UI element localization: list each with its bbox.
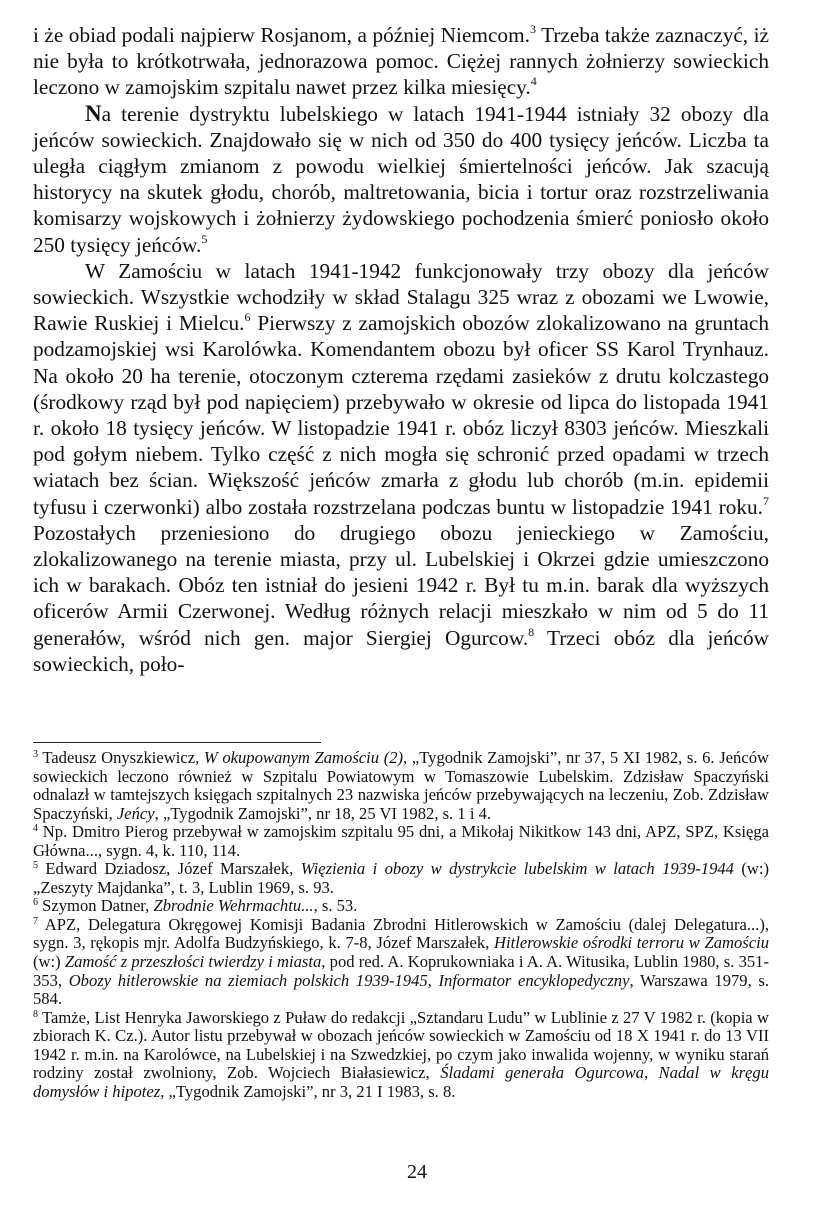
footnote	[33, 1009, 769, 1102]
text-run: Trzeba także zaznaczyć, iż nie była to krótkotrwała, jednorazowa pomoc. Ciężej rannych żołnierzy sowieckich leczono w zamojskim szpitalu nawet przez kilka miesięcy.	[33, 23, 769, 100]
text-run: , „Tygodnik Zamojski”, nr 18, 25 VI 1982, s. 1 i 4.	[154, 803, 492, 823]
body-paragraph	[33, 22, 769, 101]
footnote-number: 6	[33, 897, 38, 909]
body-paragraph	[33, 258, 769, 677]
italic-title: Jeńcy	[116, 803, 155, 823]
text-run: a terenie dystryktu lubelskiego w latach 1941-1944 istniały 32 obozy dla jeńców sowieckich. Znajdowało się w nich od 350 do 400 tysięcy jeńców. Liczba ta uległa ciągłym zmianom z powodu wielkiej śmiertelności jeńców. Jak szacują historycy na skutek głodu, chorób, maltretowania, bicia i tortur oraz rozstrzeliwania komisarzy wojskowych i żołnierzy żydowskiego pochodzenia śmierć poniosło około 250 tysięcy jeńców.	[33, 101, 769, 257]
text-run: Edward Dziadosz, Józef Marszałek,	[38, 859, 301, 879]
text-run: Np. Dmitro Pierog przebywał w zamojskim szpitalu 95 dni, a Mikołaj Nikitkow 143 dni, APZ, SPZ, Księga Główna..., sygn. 4, k. 110, 114.	[33, 822, 769, 860]
text-run: Szymon Datner,	[38, 896, 154, 916]
footnote-number: 5	[33, 860, 38, 872]
footnotes	[33, 749, 769, 1101]
footnote	[33, 897, 769, 916]
body-paragraph	[33, 101, 769, 258]
text-run: Trzeci obóz dla jeńców sowieckich, poło-	[33, 625, 769, 676]
italic-title: Zbrodnie Wehrmachtu...	[153, 896, 314, 916]
footnote-number: 3	[33, 749, 38, 760]
text-run: , Warszawa 1979, s. 584.	[33, 970, 770, 1009]
footnote-ref: 6	[244, 310, 251, 325]
footnote	[33, 860, 769, 897]
footnote	[33, 823, 769, 860]
footnote	[33, 749, 769, 823]
initial-letter: N	[85, 100, 102, 126]
text-run: , „Tygodnik Zamojski”, nr 3, 21 I 1983, s. 8.	[160, 1081, 456, 1101]
text-run: i że obiad podali najpierw Rosjanom, a później Niemcom.	[33, 23, 530, 47]
italic-title: Więzienia i obozy w dystrykcie lubelskim w latach 1939-1944	[300, 859, 734, 879]
text-run: , s. 53.	[313, 896, 358, 916]
text-run: (w:)	[33, 952, 65, 972]
footnote-separator	[33, 742, 321, 743]
footnote	[33, 916, 769, 1009]
text-run: , „Tygodnik Zamojski”, nr 37, 5 XI 1982, s. 6. Jeńców sowieckich leczono również w Szpitalu Powiatowym w Tomaszowie Lubelskim. Zdzisław Spaczyński odnalazł w tamtejszych księgach szpitalnych 23 nazwiska jeńców przebywających na leczeniu, Zob. Zdzisław Spaczyński,	[33, 748, 769, 823]
footnote-number: 4	[33, 823, 38, 835]
footnote-ref: 4	[530, 74, 537, 89]
italic-title: Zamość z przeszłości twierdzy i miasta	[64, 952, 322, 972]
italic-title: W okupowanym Zamościu (2)	[203, 748, 404, 767]
italic-title: Śladami generała Ogurcowa, Nadal w kręgu domysłów i hipotez	[33, 1063, 770, 1101]
text-run: APZ, Delegatura Okręgowej Komisji Badania Zbrodni Hitlerowskich w Zamościu (dalej Delegatura...), sygn. 3, rękopis mjr. Adolfa Budzyńskiego, k. 7-8, Józef Marszałek,	[33, 914, 769, 953]
text-run: Pierwszy z zamojskich obozów zlokalizowano na gruntach podzamojskiej wsi Karolówka. Komendantem obozu był oficer SS Karol Trynhauz. Na około 20 ha terenie, otoczonym czterema rzędami zasieków z drutu kolczastego (środkowy rząd był pod napięciem) przebywało w okresie od lipca do listopada 1941 r. około 18 tysięcy jeńców. W listopadzie 1941 r. obóz liczył 8303 jeńców. Mieszkali pod gołym niebem. Tylko część z nich mogła się schronić przed opadami w trzech wiatach bez ścian. Większość jeńców zmarła z głodu lub chorób (m.in. epidemii tyfusu i czerwonki) albo została rozstrzelana podczas buntu w listopadzie 1941 roku.	[33, 311, 769, 519]
italic-title: Obozy hitlerowskie na ziemiach polskich 1939-1945, Informator encyklopedyczny	[68, 970, 630, 990]
footnote-number: 7	[33, 915, 38, 927]
page-number: 24	[407, 1161, 427, 1183]
main-text	[33, 22, 769, 677]
footnote-number: 8	[33, 1008, 38, 1020]
text-run: Tadeusz Onyszkiewicz,	[38, 748, 204, 767]
text-run: Pozostałych przeniesiono do drugiego obozu jenieckiego w Zamościu, zlokalizowanego na terenie miasta, przy ul. Lubelskiej i Okrzei gdzie umieszczono ich w barakach. Obóz ten istniał do jesieni 1942 r. Był tu m.in. barak dla wyższych oficerów Armii Czerwonej. Według różnych relacji mieszkało w nim od 5 do 11 generałów, wśród nich gen. major Siergiej Ogurcow.	[33, 520, 769, 650]
italic-title: Hitlerowskie ośrodki terroru w Zamościu	[494, 933, 769, 953]
text-run: (w:) „Zeszyty Majdanka”, t. 3, Lublin 1969, s. 93.	[33, 859, 769, 897]
footnote-ref: 8	[528, 624, 535, 639]
footnote-ref: 5	[201, 231, 208, 246]
footnote-ref: 3	[529, 22, 536, 36]
footnote-ref: 7	[763, 493, 769, 508]
text-run: , pod red. A. Koprukowniaka i A. A. Witusika, Lublin 1980, s. 351-353,	[33, 952, 769, 990]
text-run: W Zamościu w latach 1941-1942 funkcjonowały trzy obozy dla jeńców sowieckich. Wszystkie wchodziły w skład Stalagu 325 wraz z obozami we Lwowie, Rawie Ruskiej i Mielcu.	[33, 258, 769, 336]
text-run: Tamże, List Henryka Jaworskiego z Puław do redakcji „Sztandaru Ludu” w Lublinie z 27 V 1982 r. (kopia w zbiorach K. Cz.). Autor listu przebywał w obozach jeńców sowieckich w Zamościu od 18 X 1941 r. do 13 VII 1942 r. m.in. na Karolówce, na Lubelskiej i na Szwedzkiej, po czym jako inwalida wojenny, w wyniku starań rodziny został zwolniony, Zob. Wojciech Białasiewicz,	[33, 1007, 769, 1083]
